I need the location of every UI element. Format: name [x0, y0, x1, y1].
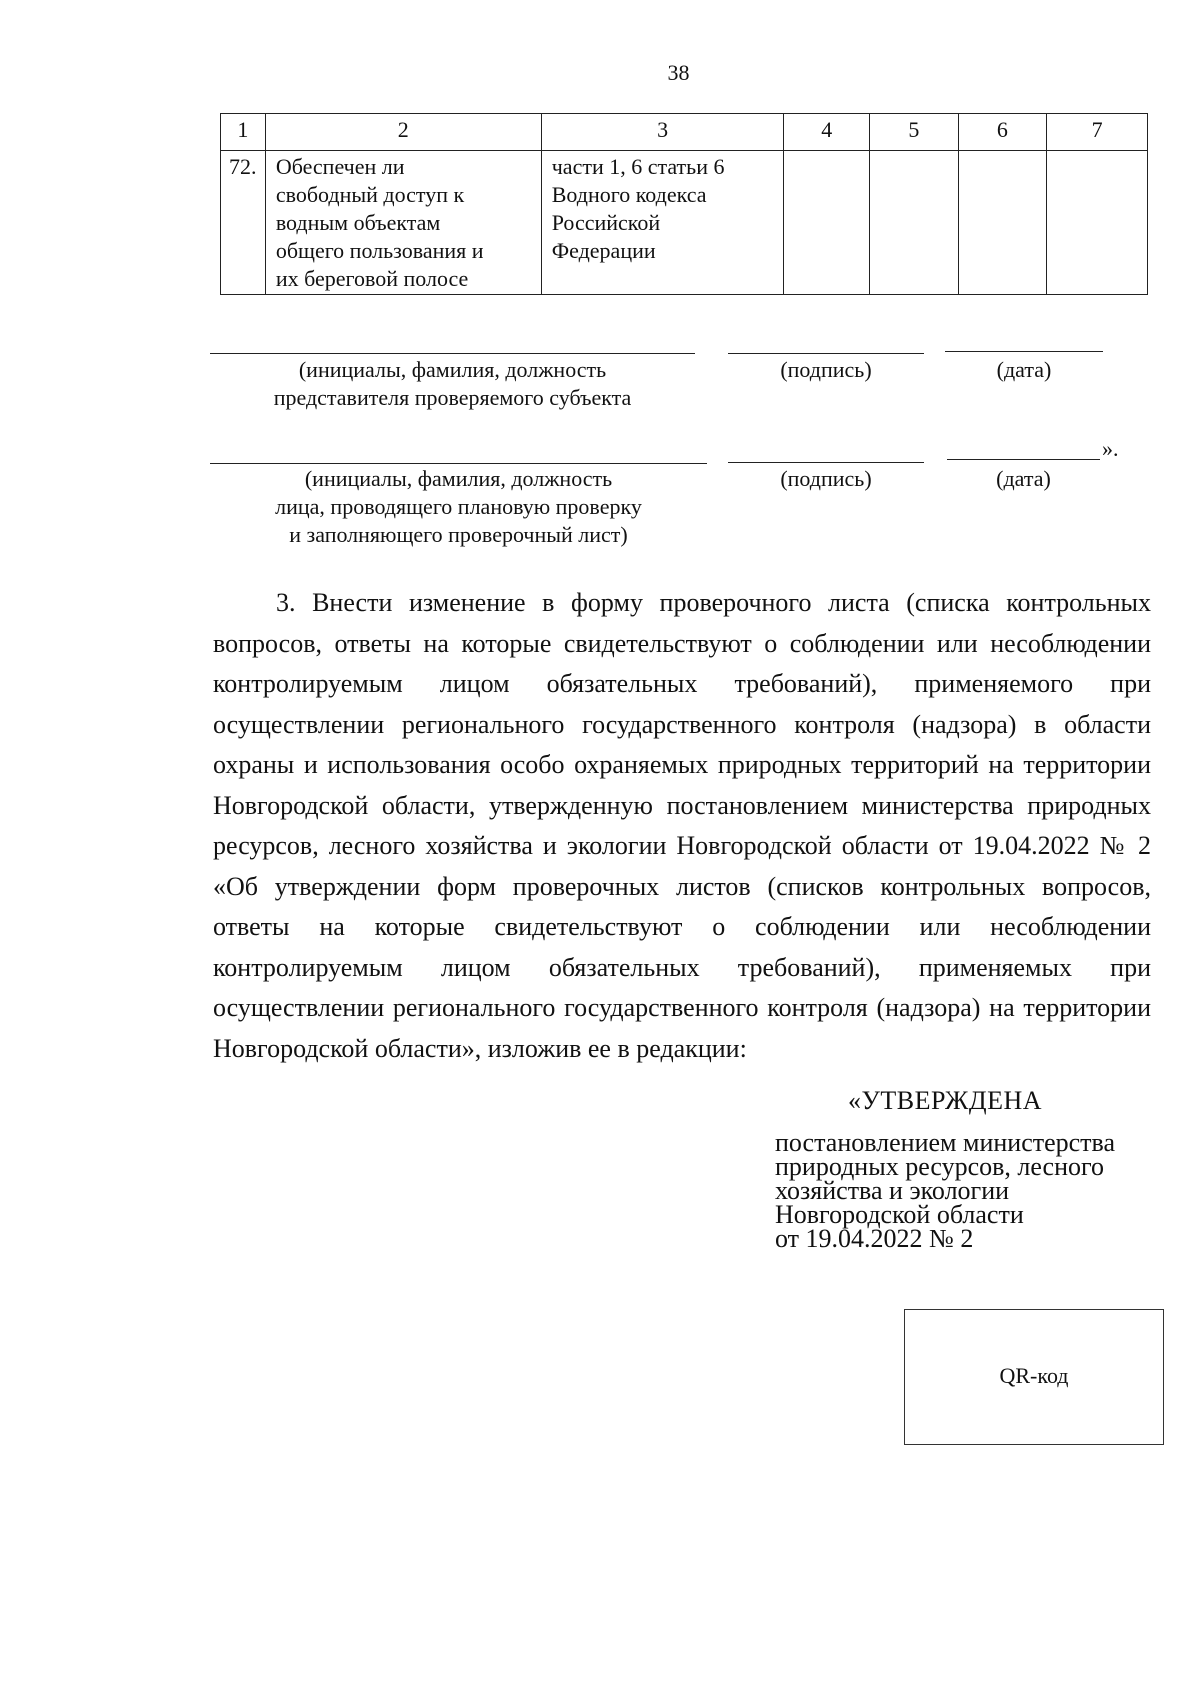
reference-text: части 1, 6 статьи 6 Водного кодекса Российской Федерации [551, 154, 725, 263]
signature-caption-2: (подпись) [780, 466, 872, 491]
table-header-cell: 1 [221, 114, 266, 151]
paragraph-3-text: 3. Внести изменение в форму проверочного листа (списка контрольных вопросов, ответы на которые свидетельствуют о соблюдении или несоблюдении контролируемым лицом обязательных требований), применяемого при осуществлении регионального государственного контроля (надзора) в области охраны и использования особо охраняемых природных территорий на территории Новгородской области, утвержденную постановлением министерства природных ресурсов, лесного хозяйства и экологии Новгородской области от 19.04.2022 № 2 «Об утверждении форм проверочных листов (списков контрольных вопросов, ответы на которые свидетельствуют о соблюдении или несоблюдении контролируемым лицом обязательных требований), применяемых при осуществлении регионального государственного контроля (надзора) на территории Новгородской области», изложив ее в редакции: [213, 588, 1151, 1063]
qr-code-placeholder [904, 1309, 1164, 1445]
person-caption-1: (инициалы, фамилия, должность представителя проверяемого субъекта [273, 357, 632, 410]
person-signature-line-2 [210, 463, 707, 464]
answer-cell-6 [958, 151, 1047, 295]
answer-cell-5 [870, 151, 959, 295]
question-text: Обеспечен ли свободный доступ к водным объектам общего пользования и их береговой полосе [275, 154, 484, 291]
page-number: 38 [667, 60, 690, 85]
person-signature-line-1 [210, 353, 695, 354]
answer-cell-4 [784, 151, 870, 295]
paragraph-3 [213, 583, 1151, 1069]
table-header-cell: 4 [784, 114, 870, 151]
closing-quote-mark: ». [1102, 436, 1119, 461]
table-header-cell: 2 [265, 114, 541, 151]
reference-cell [541, 151, 784, 295]
table-header-row [221, 114, 1148, 151]
qr-code-label: QR-код [999, 1363, 1069, 1388]
date-caption-2: (дата) [996, 466, 1051, 491]
checklist-table [220, 113, 1148, 295]
table-header-cell: 7 [1047, 114, 1148, 151]
date-line-1 [945, 351, 1103, 352]
table-header-cell: 6 [958, 114, 1047, 151]
row-number-cell: 72. [221, 151, 266, 295]
table-header-cell: 3 [541, 114, 784, 151]
approval-title: «УТВЕРЖДЕНА [848, 1086, 1043, 1115]
signature-line-1 [728, 353, 924, 354]
table-header-cell: 5 [870, 114, 959, 151]
date-caption-1: (дата) [996, 357, 1052, 382]
question-cell [265, 151, 541, 295]
signature-caption-1: (подпись) [780, 357, 872, 382]
answer-cell-7 [1047, 151, 1148, 295]
table-row [221, 151, 1148, 295]
date-line-2 [947, 459, 1100, 460]
person-caption-2: (инициалы, фамилия, должность лица, проводящего плановую проверку и заполняющего проверочный лист) [275, 466, 642, 547]
approval-text: постановлением министерства природных ресурсов, лесного хозяйства и экологии Новгородской области от 19.04.2022 № 2 [775, 1128, 1116, 1253]
signature-line-2 [728, 462, 924, 463]
